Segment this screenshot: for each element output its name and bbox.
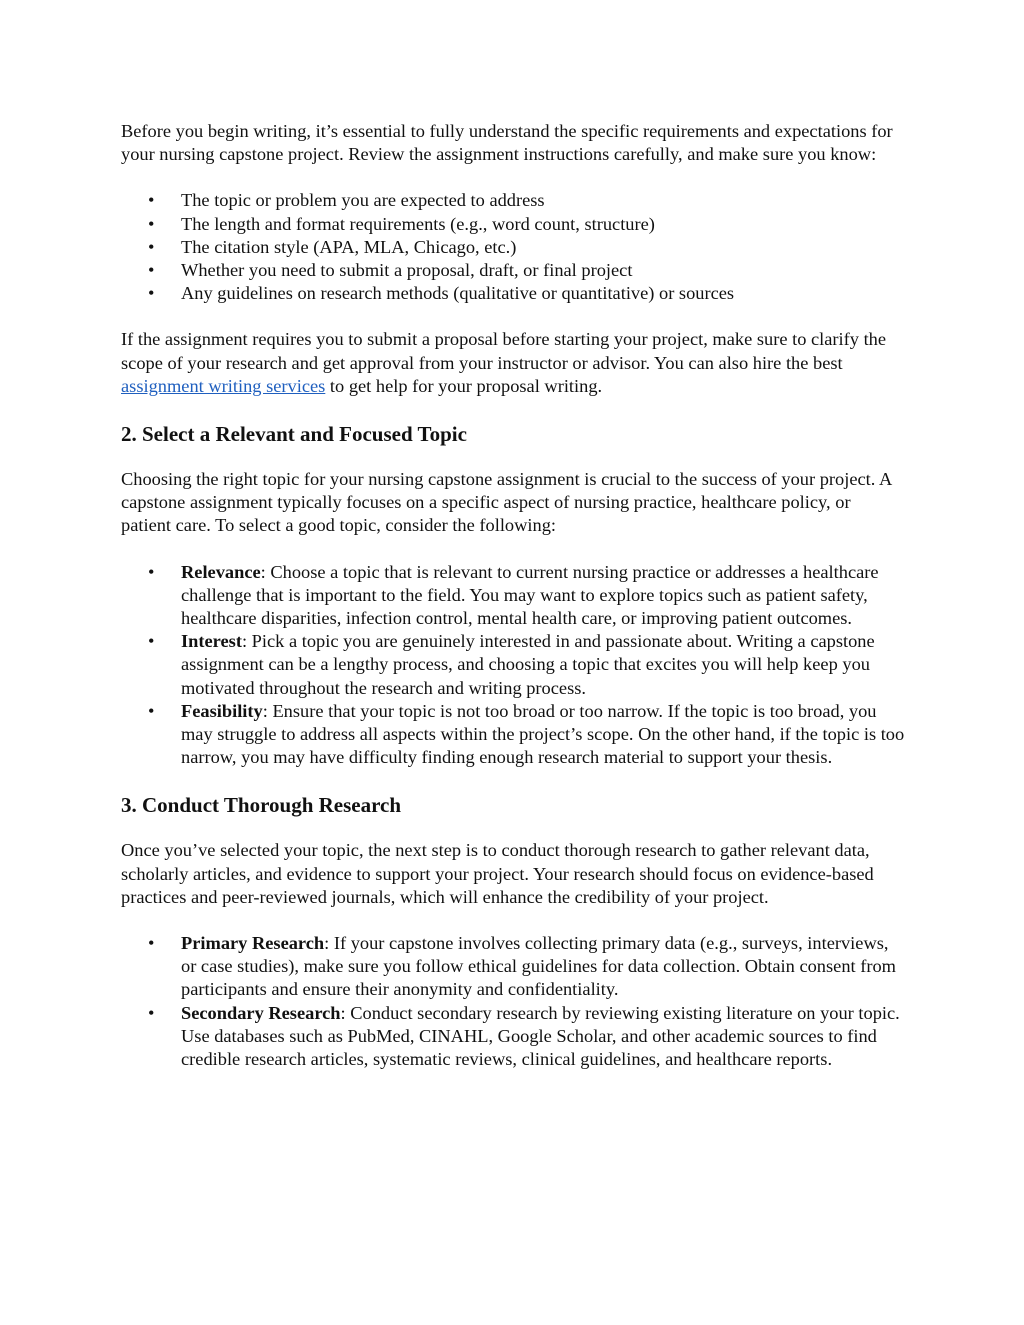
description: : Choose a topic that is relevant to current nursing practice or addresses a healthcare challenge that is important to the field. You may want to explore topics such as patient safety, healthcare disparities, infection control, mental health care, or improving patient outcomes. xyxy=(181,561,879,629)
list-item: • The citation style (APA, MLA, Chicago, etc.) xyxy=(181,236,905,259)
list-item: • The length and format requirements (e.g., word count, structure) xyxy=(181,213,905,236)
list-item-primary-research xyxy=(181,932,905,1002)
section-3-paragraph: Once you’ve selected your topic, the next step is to conduct thorough research to gather relevant data, scholarly articles, and evidence to support your project. Your research should focus on evidence-based practices and peer-reviewed journals, which will enhance the credibility of your project. xyxy=(121,840,874,907)
description: : If your capstone involves collecting primary data (e.g., surveys, interviews, or case studies), make sure you follow ethical guidelines for data collection. Obtain consent from participants and ensure their anonymity and confidentiality. xyxy=(181,933,896,1000)
requirements-list xyxy=(121,189,905,305)
list-item-feasibility xyxy=(181,700,905,770)
proposal-text-after: to get help for your proposal writing. xyxy=(325,375,603,396)
term-interest: Interest xyxy=(181,631,242,652)
research-types-list xyxy=(121,932,905,1071)
intro-paragraph: Before you begin writing, it’s essential to fully understand the specific requirements and expectations for your nursing capstone project. Review the assignment instructions carefully, and make sure you know: xyxy=(121,121,893,165)
assignment-writing-services-link[interactable]: assignment writing services xyxy=(121,375,326,396)
section-2-paragraph: Choosing the right topic for your nursing capstone assignment is crucial to the success of your project. A capstone assignment typically focuses on a specific aspect of nursing practice, healthcare policy, or patient care. To select a good topic, consider the following: xyxy=(121,469,892,536)
section-2-heading: 2. Select a Relevant and Focused Topic xyxy=(121,422,467,447)
document-page xyxy=(121,120,905,1094)
term-secondary-research: Secondary Research xyxy=(181,1002,341,1023)
list-item-secondary-research xyxy=(181,1002,905,1072)
list-item: • The topic or problem you are expected to address xyxy=(181,189,905,212)
topic-criteria-list xyxy=(121,561,905,770)
term-feasibility: Feasibility xyxy=(181,700,263,721)
description: : Conduct secondary research by reviewing existing literature on your topic. Use databases such as PubMed, CINAHL, Google Scholar, and other academic sources to find credible research articles, systematic reviews, clinical guidelines, and healthcare reports. xyxy=(181,1002,900,1070)
list-item-interest xyxy=(181,630,905,700)
proposal-text-before: If the assignment requires you to submit a proposal before starting your project, make sure to clarify the scope of your research and get approval from your instructor or advisor. You can also hire the best xyxy=(121,329,887,373)
section-3-heading: 3. Conduct Thorough Research xyxy=(121,793,402,818)
list-item: • Any guidelines on research methods (qualitative or quantitative) or sources xyxy=(181,282,905,305)
proposal-paragraph xyxy=(121,328,905,398)
list-item-relevance xyxy=(181,561,905,631)
term-relevance: Relevance xyxy=(181,561,261,582)
description: : Pick a topic you are genuinely interested in and passionate about. Writing a capstone assignment can be a lengthy process, and choosing a topic that excites you will help keep you motivated throughout the research and writing process. xyxy=(181,631,875,698)
term-primary-research: Primary Research xyxy=(181,933,325,954)
description: : Ensure that your topic is not too broad or too narrow. If the topic is too broad, you may struggle to address all aspects within the project’s scope. On the other hand, if the topic is too narrow, you may have difficulty finding enough research material to support your thesis. xyxy=(181,700,905,768)
list-item: • Whether you need to submit a proposal, draft, or final project xyxy=(181,259,905,282)
